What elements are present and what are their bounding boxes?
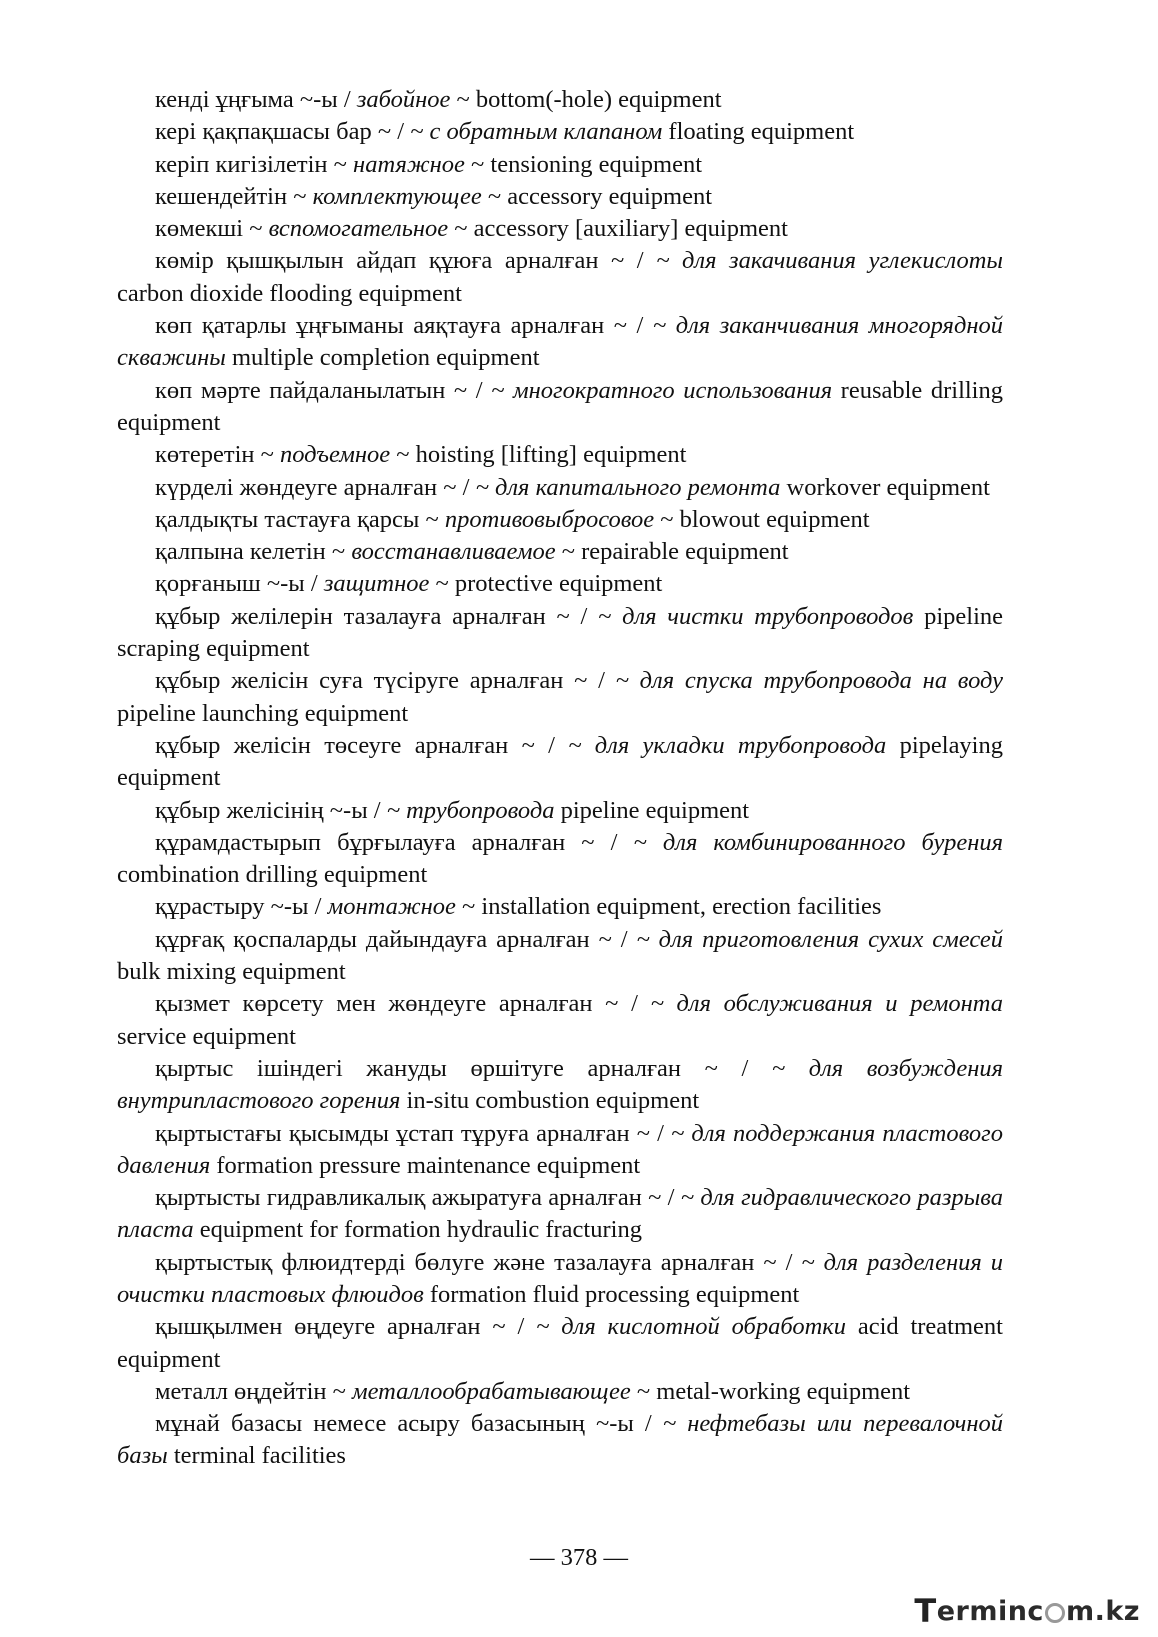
dictionary-entry [117,1408,1003,1473]
dictionary-entry [117,310,1003,375]
russian-term: восстанавливаемое [351,538,556,566]
english-term: floating equipment [662,118,855,146]
kazakh-term: құбыр желісін төсеуге арналған ~ / [155,731,569,759]
kazakh-term: кешендейтін ~ [155,182,313,210]
english-term: formation fluid processing equipment [423,1280,800,1308]
russian-term: подъемное [280,441,391,469]
dictionary-entry [117,924,1003,989]
dictionary-entry [117,213,1003,245]
kazakh-term: құбыр желілерін тазалауға арналған ~ / [155,602,599,630]
russian-term: ~ с обратным клапаном [410,118,663,146]
russian-term: ~ многократного использования [491,376,833,404]
english-term: ~ accessory [auxiliary] equipment [448,215,788,243]
kazakh-term: қышқылмен өңдеуге арналған ~ / [155,1313,537,1341]
english-term: ~ tensioning equipment [464,150,703,178]
english-term: combination drilling equipment [117,861,428,889]
dictionary-entry [117,891,1003,923]
russian-term: ~ для гидравлического разрыва пласта [117,1184,1003,1244]
dictionary-entry [117,1376,1003,1408]
kazakh-term: құрамдастырып бұрғылауға арналған ~ / [155,828,634,856]
russian-term: ~ для возбуждения внутрипластового горения [117,1054,1003,1115]
kazakh-term: керіп кигізілетін ~ [155,150,354,178]
logo-circle-icon [1045,1603,1065,1623]
dictionary-entry [117,472,1003,504]
kazakh-term: қалпына келетін ~ [155,538,352,566]
dictionary-entry [117,439,1003,471]
kazakh-term: қыртысты гидравликалық ажыратуға арналған ~ / [155,1184,681,1212]
kazakh-term: қорғаныш ~-ы / [155,570,324,598]
english-term: multiple completion equipment [225,344,540,372]
russian-term: ~ для кислотной обработки [536,1313,846,1341]
russian-term: ~ для капитального ремонта [475,473,781,501]
russian-term: ~ для чистки трубопроводов [598,602,914,630]
english-term: ~ repairable equipment [555,538,789,566]
kazakh-term: мұнай базасы немесе асыру базасының ~-ы / [155,1410,663,1438]
english-term: pipeline launching equipment [117,699,409,727]
dictionary-entry [117,116,1003,148]
kazakh-term: құрғақ қоспаларды дайындауға арналған ~ / [155,925,637,953]
kazakh-term: құбыр желісінің ~-ы / [155,796,387,824]
english-term: pipeline equipment [554,796,750,824]
russian-term: ~ трубопровода [386,796,555,824]
english-term: reusable drilling equipment [117,376,1003,436]
dictionary-entry [117,84,1003,116]
dictionary-entry [117,245,1003,310]
english-term: bulk mixing equipment [117,958,346,986]
english-term: carbon dioxide flooding equipment [117,279,462,307]
russian-term: ~ для закачивания углекислоты [656,247,1004,275]
kazakh-term: күрделі жөндеуге арналған ~ / [155,473,476,501]
logo-text-part2: m.kz [1065,1595,1140,1627]
english-term: ~ hoisting [lifting] equipment [390,441,687,469]
english-term: formation pressure maintenance equipment [210,1151,641,1179]
dictionary-entry [117,568,1003,600]
russian-term: натяжное [353,150,465,178]
kazakh-term: қыртыстық флюидтерді бөлуге және тазалауға арналған ~ / [155,1248,802,1276]
kazakh-term: көтеретін ~ [155,441,280,469]
russian-term: забойное [356,86,451,113]
dictionary-entry [117,795,1003,827]
english-term: acid treatment equipment [117,1313,1003,1373]
kazakh-term: кері қақпақшасы бар ~ / [155,118,411,146]
dictionary-entry [117,665,1003,730]
russian-term: вспомогательное [268,215,449,243]
english-term: pipelaying equipment [117,731,1003,792]
english-term: workover equipment [780,473,990,501]
kazakh-term: көмекші ~ [155,215,269,243]
page-number: — 378 — [530,1544,628,1571]
dictionary-entry [117,1053,1003,1118]
english-term: service equipment [117,1022,296,1050]
dictionary-entry [117,601,1003,666]
russian-term: комплектующее [312,182,482,210]
dictionary-entry [117,988,1003,1053]
kazakh-term: құбыр желісін суға түсіруге арналған ~ / [155,667,616,695]
kazakh-term: металл өңдейтін ~ [155,1377,352,1405]
english-term: ~ blowout equipment [654,505,870,533]
kazakh-term: қызмет көрсету мен жөндеуге арналған ~ / [155,990,651,1018]
termincom-logo [914,1593,1140,1629]
english-term: equipment for formation hydraulic fracturing [193,1216,642,1244]
dictionary-entry [117,1247,1003,1312]
russian-term: противовыбросовое [444,505,655,533]
dictionary-page [117,84,1003,1473]
kazakh-term: көмір қышқылын айдап құюға арналған ~ / [155,247,657,275]
russian-term: защитное [323,570,430,598]
english-term: ~ protective equipment [429,570,663,598]
dictionary-entry [117,730,1003,795]
english-term: ~ metal-working equipment [630,1377,911,1405]
russian-term: металлообрабатывающее [352,1377,631,1405]
dictionary-entry [117,827,1003,892]
kazakh-term: қыртыс ішіндегі жануды өршітуге арналған ~ / [155,1054,772,1082]
english-term: ~ installation equipment, erection facilities [455,893,882,921]
english-term: terminal facilities [167,1442,346,1470]
dictionary-entry [117,1118,1003,1183]
english-term: in-situ combustion equipment [400,1087,700,1115]
russian-term: монтажное [327,893,456,921]
russian-term: ~ для спуска трубопровода на воду [615,667,1003,695]
dictionary-entry [117,1311,1003,1376]
logo-letter-t: T [914,1592,937,1630]
english-term: ~ bottom(-hole) equipment [450,86,722,113]
russian-term: ~ для комбинированного бурения [633,828,1003,856]
logo-text-part1: erminc [936,1595,1044,1627]
kazakh-term: кенді ұңғыма ~-ы / [155,86,357,113]
dictionary-entry [117,1182,1003,1247]
dictionary-entry [117,536,1003,568]
russian-term: ~ для укладки трубопровода [568,731,887,759]
russian-term: ~ для приготовления сухих смесей [636,925,1003,953]
russian-term: ~ нефтебазы или перевалочной базы [117,1410,1003,1470]
kazakh-term: құрастыру ~-ы / [155,893,328,921]
dictionary-entry [117,149,1003,181]
russian-term: ~ для поддержания пластового давления [117,1119,1003,1179]
english-term: ~ accessory equipment [481,182,713,210]
dictionary-entry [117,375,1003,440]
russian-term: ~ для разделения и очистки пластовых флюидов [117,1248,1003,1308]
english-term: pipeline scraping equipment [117,602,1004,663]
russian-term: ~ для обслуживания и ремонта [650,990,1004,1018]
kazakh-term: көп мәрте пайдаланылатын ~ / [155,376,492,404]
russian-term: ~ для заканчивания многорядной скважины [117,312,1003,372]
dictionary-entry [117,181,1003,213]
kazakh-term: қыртыстағы қысымды ұстап тұруға арналған ~ / [155,1119,672,1147]
kazakh-term: көп қатарлы ұңғыманы аяқтауға арналған ~ / [155,312,653,340]
kazakh-term: қалдықты тастауға қарсы ~ [155,505,445,533]
dictionary-entry [117,504,1003,536]
